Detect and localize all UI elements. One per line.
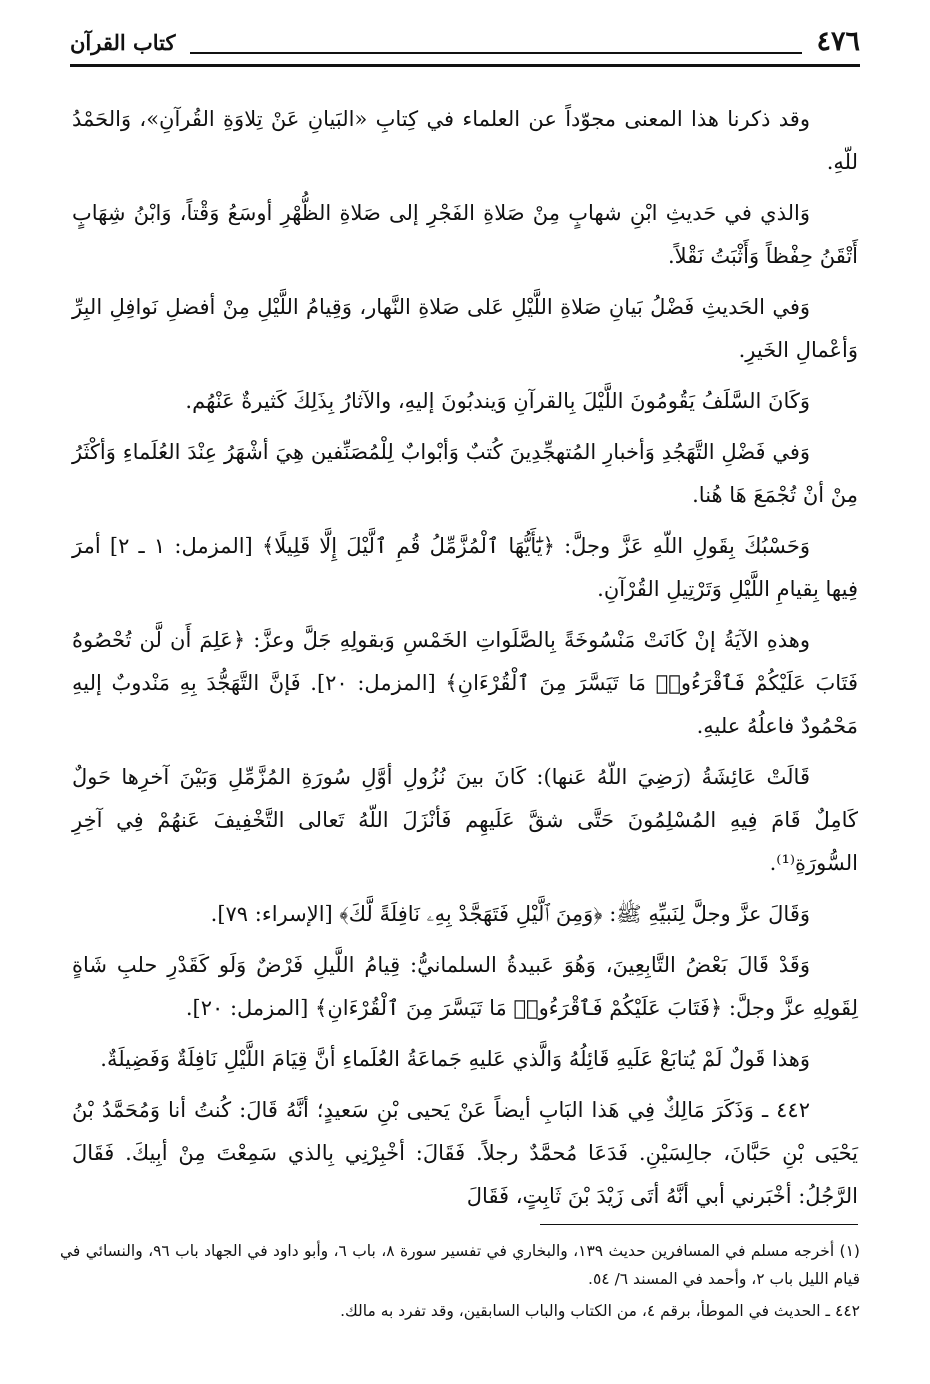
footnote-separator: [540, 1224, 858, 1225]
footnote: (١) أخرجه مسلم في المسافرين حديث ١٣٩، والبخاري في تفسير سورة ٨، باب ٦، وأبو داود في الجهاد باب ٩٦، والنسائي في قيام الليل باب ٢، وأحمد في المسند ٦/ ٥٤.: [60, 1242, 860, 1288]
paragraph: وَقَدْ قَالَ بَعْضُ التَّابِعِينَ، وَهُوَ عَبيدةُ السلمانيُّ: قِيامُ اللَّيلِ فَرْضٌ وَلَو كَقَدْرِ حلبِ شَاةٍ لِقَولِهِ عزَّ وجلَّ: ﴿فَتَابَ عَلَيْكُمْ فَٱقْرَءُوا۟ مَا تَيَسَّرَ مِنَ ٱلْقُرْءَانِ﴾ [المزمل: ٢٠].: [72, 953, 858, 1020]
paragraph: وهذهِ الآيَةُ إنْ كَانَتْ مَنْسُوخَةً بِالصَّلَواتِ الخَمْسِ وَبقولِهِ جَلَّ وعزَّ: ﴿عَلِمَ أَن لَّن تُحْصُوهُ فَتَابَ عَلَيْكُمْ فَٱقْرَءُوا۟ مَا تَيَسَّرَ مِنَ ٱلْقُرْءَانِ﴾ [المزمل: ٢٠]. فَإنَّ التَّهَجُّدَ بِهِ مَنْدوبٌ إليهِ مَحْمُودٌ فاعلُهُ عليهِ.: [72, 628, 858, 738]
paragraph: وَفي فَضْلِ التَّهَجُدِ وَأخبارِ المُتهجِّدِينَ كُتبٌ وَأبْوابٌ لِلْمُصَنِّفين هِيَ أشْهَرُ عِنْدَ العُلَماءِ وَأكْثَرُ مِنْ أنْ تُجْمَعَ هَا هُنا.: [72, 440, 858, 507]
page-number: ٤٧٦: [816, 26, 860, 57]
header-rule: [70, 64, 860, 67]
footnotes: [60, 1237, 860, 1325]
hadith-paragraph: ٤٤٢ ـ وَذَكَرَ مَالِكٌ فِي هَذا البَابِ أيضاً عَنْ يَحيى بْنِ سَعيدٍ؛ أنَّهُ قَالَ: كُنتُ أنا وَمُحَمَّدُ بْنُ يَحْيَى بْنِ حَبَّانَ، جالِسَيْنِ. فَدَعَا مُحمَّدٌ رجلاً. فَقَالَ: أخْبِرْنِي بِالذي سَمِعْتَ مِنْ أبِيكَ. فَقَالَ الرَّجُلُ: أخْبَرني أبي أنَّهُ أتَى زَيْدَ بْنَ ثَابِتٍ، فَقَالَ: [72, 1098, 858, 1208]
header-title-rule: [190, 52, 802, 54]
paragraph: وَقَالَ عزَّ وجلَّ لِنَبيِّهِ ﷺ: ﴿وَمِنَ ٱلَّيْلِ فَتَهَجَّدْ بِهِۦ نَافِلَةً لَّكَ﴾ [الإسراء: ٧٩].: [210, 902, 810, 926]
paragraph: قَالَتْ عَائِشَةُ (رَضِيَ اللّهُ عَنها): كَانَ بينَ نُزُولِ أوَّلِ سُورَةِ المُزَّمِّلِ وَبَيْنَ آخرِها حَولٌ كَامِلٌ قَامَ فِيهِ المُسْلِمُونَ حَتَّى شقَّ عَلَيهِم فَأنْزَلَ اللّهُ تَعالى التَّخْفِيفَ عَنهُمْ فِي آخِرِ السُّورَةِ⁽¹⁾.: [72, 765, 858, 875]
paragraph: وَالذي في حَديثِ ابْنِ شهابٍ مِنْ صَلاةِ الفَجْرِ إلى صَلاةِ الظُّهْرِ أوسَعُ وَقْتاً، وَابْنُ شِهَابٍ أَتْقَنُ حِفْظاً وَأَثْبَتُ نَقْلاً.: [72, 201, 858, 268]
paragraph: وَهذا قَولٌ لَمْ يُتابَعْ عَلَيهِ قَائِلُهُ وَالَّذي عَليهِ جَماعَةُ العُلَماءِ أنَّ قِيَامَ اللَّيْلِ نَافِلَةٌ وَفَضِيلَةٌ.: [100, 1047, 810, 1071]
page-header: [70, 22, 860, 66]
paragraph: وَحَسْبُكَ بِقَولِ اللّهِ عَزَّ وجلَّ: ﴿يَٰٓأَيُّهَا ٱلْمُزَّمِّلُ قُمِ ٱلَّيْلَ إِلَّا قَلِيلًا﴾ [المزمل: ١ ـ ٢] أمرَ فِيها بِقيامِ اللَّيْلِ وَتَرْتِيلِ القُرْآنِ.: [72, 534, 858, 601]
paragraph: وَكَانَ السَّلَفُ يَقُومُونَ اللَّيْلَ بِالقرآنِ وَيندبُونَ إليهِ، والآثارُ بِذَلِكَ كَثيرةٌ عَنْهُم.: [185, 389, 810, 413]
book-title: كتاب القرآن: [70, 30, 176, 55]
footnote: ٤٤٢ ـ الحديث في الموطأ، برقم ٤، من الكتاب والباب السابقين، وقد تفرد به مالك.: [340, 1302, 860, 1320]
paragraph: وقد ذكرنا هذا المعنى مجوّداً عن العلماء في كِتابِ «البَيانِ عَنْ تِلاوَةِ القُرآنِ»، وَالحَمْدُ للّهِ.: [72, 107, 858, 174]
main-text: [72, 98, 858, 1226]
paragraph: وَفي الحَديثِ فَضْلُ بَيانِ صَلاةِ اللَّيْلِ عَلى صَلاةِ النَّهار، وَقِيامُ اللَّيْلِ مِنْ أفضلِ نَوافِلِ البِرِّ وَأعْمالِ الخَيرِ.: [72, 295, 858, 362]
